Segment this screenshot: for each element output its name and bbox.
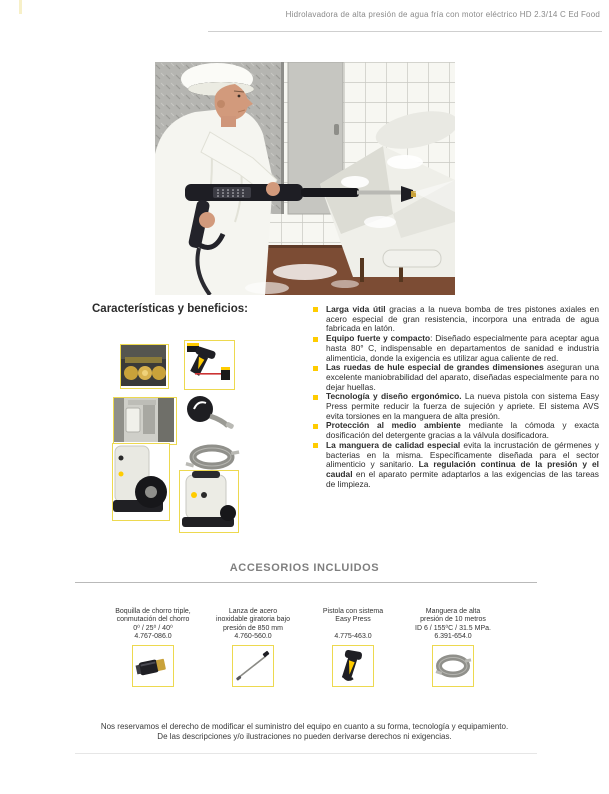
bullet-square-icon: [313, 307, 318, 312]
benefit-text: en el aparato permite adaptarlos a las exigencias de las tareas de limpieza.: [326, 468, 599, 489]
benefit-item: [313, 421, 599, 440]
bullet-square-icon: [313, 424, 318, 429]
footer-divider: [75, 753, 537, 754]
machine-interior-detail: [113, 397, 177, 445]
main-photo-illustration: [155, 62, 455, 295]
benefit-item: [313, 441, 599, 490]
benefits-heading: Características y beneficios:: [92, 303, 248, 315]
accessory-part-number: 4.760-560.0: [234, 632, 272, 640]
benefit-bold-text: La regulación continua de la presión y el caudal: [326, 459, 599, 479]
avs-rotary-coupling: [184, 392, 235, 434]
benefit-item: [313, 392, 599, 421]
accessory-gun: [303, 608, 403, 687]
benefit-text: La nueva pistola con sistema Easy Press permite reducir la fuerza de sujeción y apriete. El sistema AVS evita torsiones en la manguera de alta presión.: [326, 391, 600, 421]
accessory-text: conmutación del chorro: [116, 616, 190, 624]
print-registration-mark: [19, 0, 22, 14]
accessory-text: Easy Press: [335, 616, 371, 624]
accessory-text: Pistola con sistema: [322, 608, 384, 615]
bullet-square-icon: [313, 395, 318, 400]
stainless-rotating-lance-photo: [232, 645, 274, 687]
accessories-row: [103, 608, 503, 687]
accessory-text: 0⁰ / 25⁰ / 40⁰: [133, 624, 173, 632]
benefit-bold-text: La manguera de calidad especial: [326, 439, 461, 450]
accessory-part-number: 4.767-086.0: [134, 632, 172, 640]
benefit-text: : Diseñado especialmente para aceptar agua hasta 80° C, indispensable en departamentos de sanidad e industria alimenticia, donde la exigencia es utilizar agua caliente de red.: [326, 333, 599, 363]
accessory-hose: [403, 608, 503, 687]
footer-disclaimer: [0, 722, 609, 741]
bullet-square-icon: [313, 366, 318, 371]
easy-press-gun-photo: [332, 645, 374, 687]
high-pressure-hose-photo: [432, 645, 474, 687]
page-title: Hidrolavadora de alta presión de agua fría con motor eléctrico HD 2.3/14 C Ed Food: [285, 10, 600, 19]
accessory-text: ID 6 / 155⁰C / 31.5 MPa.: [415, 624, 491, 632]
benefit-bold-text: Larga vida útil: [326, 304, 386, 314]
brass-pump-detail: [120, 344, 169, 389]
easy-press-gun-detail: [184, 340, 235, 390]
accessories-heading: ACCESORIOS INCLUIDOS: [229, 562, 380, 574]
accessory-text: Manguera de alta: [425, 608, 481, 615]
footer-disclaimer-line1: Nos reservamos el derecho de modificar el suministro del equipo en cuanto a su forma, tecnología y equipamiento.: [100, 722, 509, 731]
accessory-text: Lanza de acero: [228, 608, 278, 615]
accessory-nozzle: [103, 608, 203, 687]
benefit-item: [313, 363, 599, 392]
accessory-part-number: 6.391-654.0: [434, 632, 472, 640]
benefits-list: [313, 305, 599, 489]
accessory-text: presión de 850 mm: [223, 624, 283, 632]
benefit-item: [313, 305, 599, 334]
accessory-text: [303, 625, 403, 633]
benefit-bold-text: Protección al medio ambiente: [326, 420, 461, 431]
header-divider: [208, 31, 602, 32]
benefit-bold-text: Equipo fuerte y compacto: [326, 333, 431, 344]
bullet-square-icon: [313, 443, 318, 448]
benefit-text: evita la incrustación de gérmenes y bacterias en la misma. Específicamente diseñada para el sector alimenticio y sanitario.: [326, 439, 599, 470]
triple-jet-nozzle-photo: [132, 645, 174, 687]
accessory-lance: [203, 608, 303, 687]
benefit-bold-text: Tecnología y diseño ergonómico.: [326, 391, 462, 402]
footer-disclaimer-line2: De las descripciones y/o ilustraciones no pueden derivarse derechos ni exigencias.: [157, 731, 452, 741]
benefit-text: gracias a la nueva bomba de tres pistones axiales en acero especial de gran resistencia, incorpora una entrada de agua fabricada en latón.: [326, 304, 599, 334]
bullet-square-icon: [313, 337, 318, 342]
benefit-text: aseguran una excelente maniobrabilidad del aparato, diseñadas especialmente para no dejar huellas.: [326, 362, 600, 392]
accessory-text: presión de 10 metros: [420, 616, 486, 624]
main-photo-worker-foam-cleaning: [155, 62, 455, 295]
benefit-item: [313, 334, 599, 363]
machine-side-wheels: [112, 443, 170, 521]
accessory-part-number: 4.775-463.0: [334, 632, 372, 640]
accessory-text: inoxidable giratoria bajo: [216, 616, 290, 624]
benefit-text: mediante la cómoda y exacta dosificación del detergente gracias a la válvula dosificadora.: [326, 420, 599, 441]
machine-front-view: [179, 470, 239, 533]
benefit-bold-text: Las ruedas de hule especial de grandes dimensiones: [326, 362, 544, 373]
accessories-divider: [75, 582, 537, 583]
accessory-text: Boquilla de chorro triple,: [115, 608, 191, 615]
